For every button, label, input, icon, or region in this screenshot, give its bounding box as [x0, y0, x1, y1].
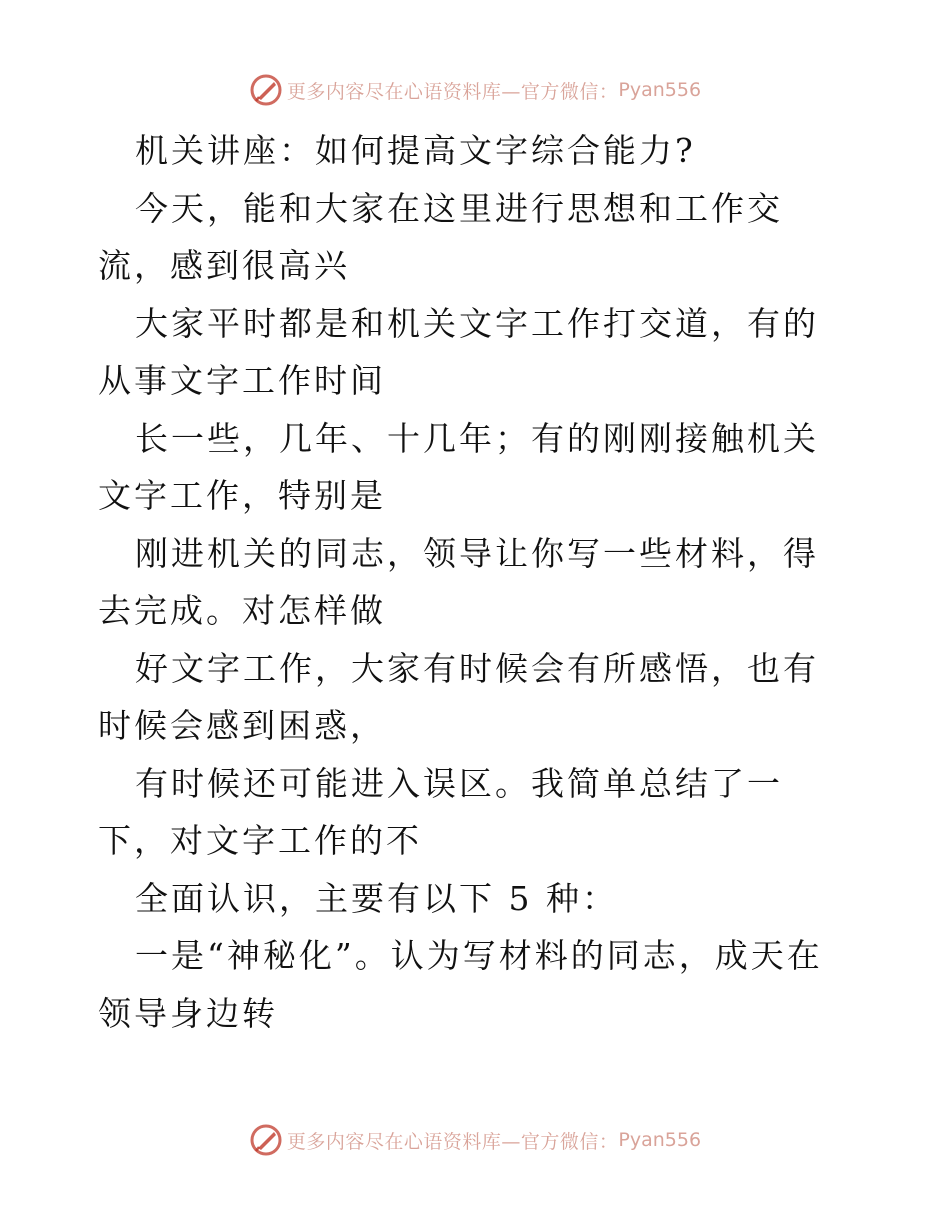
watermark-text: 更多内容尽在心语资料库—官方微信：: [286, 1130, 619, 1153]
paragraph: 大家平时都是和机关文字工作打交道，有的从事文字工作时间: [98, 303, 819, 400]
paragraph: 今天，能和大家在这里进行思想和工作交流，感到很高兴: [98, 188, 783, 285]
watermark-wechat-id: Pyan556: [618, 79, 702, 101]
quill-logo-icon: [249, 73, 283, 107]
quill-logo-icon: [249, 1123, 283, 1157]
paragraph: 一是“神秘化”。认为写材料的同志，成天在领导身边转: [98, 936, 823, 1033]
header-watermark: [0, 70, 950, 110]
document-title: 机关讲座：如何提高文字综合能力?: [135, 131, 696, 170]
paragraph: 长一些，几年、十几年；有的刚刚接触机关文字工作，特别是: [98, 418, 819, 515]
footer-watermark: [0, 1120, 950, 1160]
paragraph: 全面认识，主要有以下 5 种：: [135, 878, 618, 918]
watermark-text: 更多内容尽在心语资料库—官方微信：: [286, 80, 619, 103]
document-body: [98, 122, 852, 1042]
paragraph: 好文字工作，大家有时候会有所感悟，也有时候会感到困惑，: [98, 648, 819, 745]
paragraph: 有时候还可能进入误区。我简单总结了一下，对文字工作的不: [98, 763, 783, 860]
paragraph: 刚进机关的同志，领导让你写一些材料，得去完成。对怎样做: [98, 533, 819, 630]
watermark-wechat-id: Pyan556: [618, 1129, 702, 1151]
